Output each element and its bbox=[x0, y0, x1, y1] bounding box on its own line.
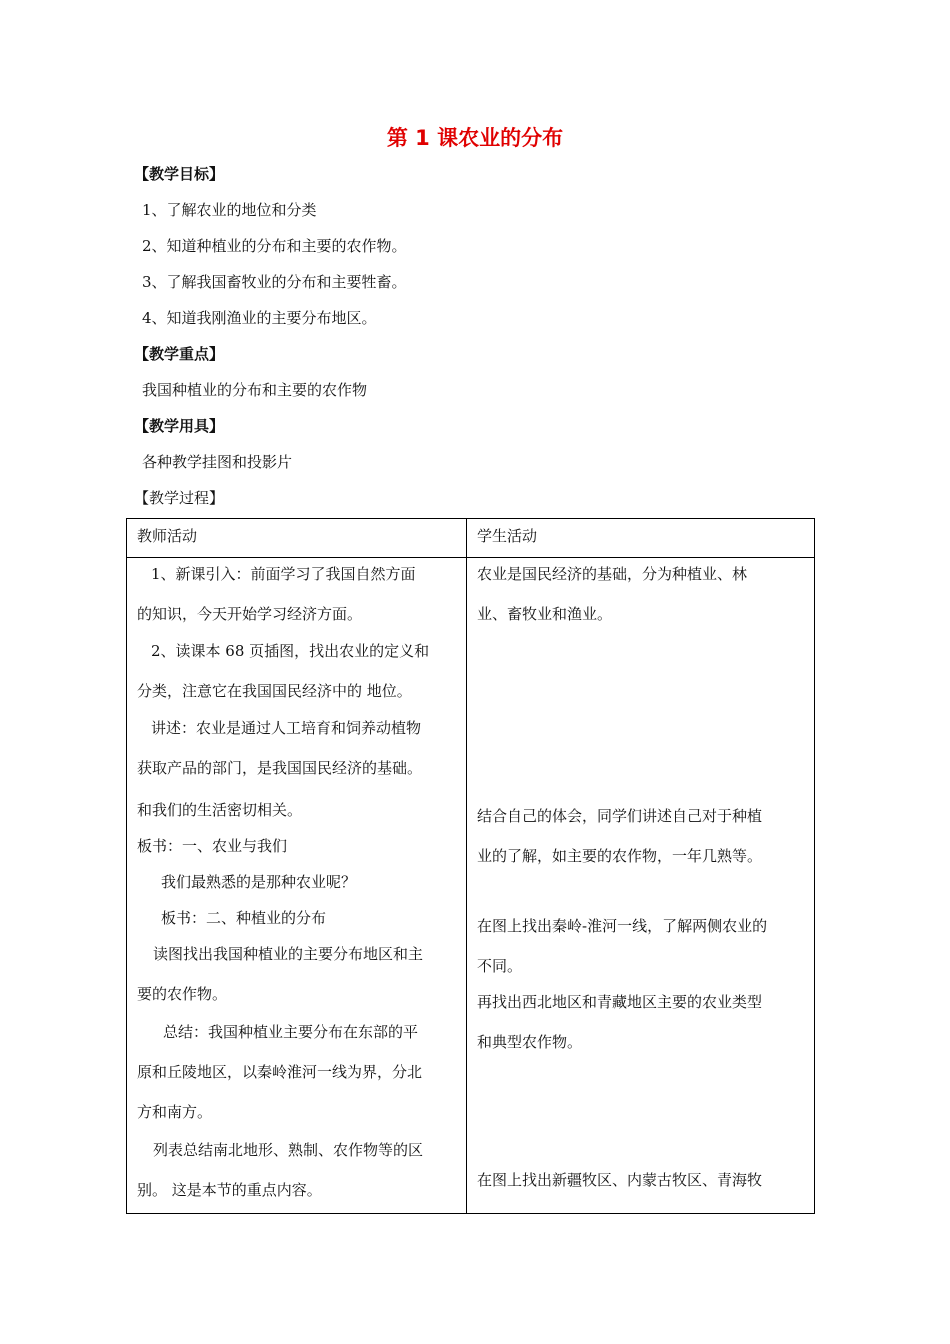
tools-heading: 【教学用具】 bbox=[134, 417, 225, 435]
student-line: 在图上找出秦岭-淮河一线，了解两侧农业的 bbox=[477, 917, 768, 935]
teacher-line: 板书：一、农业与我们 bbox=[137, 837, 288, 855]
process-heading: 【教学过程】 bbox=[134, 489, 225, 507]
student-line: 再找出西北地区和青藏地区主要的农业类型 bbox=[477, 993, 763, 1011]
teacher-line: 总结：我国种植业主要分布在东部的平 bbox=[163, 1023, 419, 1041]
student-line: 农业是国民经济的基础，分为种植业、林 bbox=[477, 565, 748, 583]
goal-item: 2、知道种植业的分布和主要的农作物。 bbox=[142, 237, 407, 255]
teacher-line: 列表总结南北地形、熟制、农作物等的区 bbox=[153, 1141, 424, 1159]
student-column-header: 学生活动 bbox=[477, 527, 538, 545]
student-line: 不同。 bbox=[477, 957, 523, 975]
column-divider bbox=[466, 519, 467, 1213]
teacher-line: 的知识，今天开始学习经济方面。 bbox=[137, 605, 363, 623]
teacher-line: 2、读课本 68 页插图，找出农业的定义和 bbox=[151, 642, 430, 660]
tools-text: 各种教学挂图和投影片 bbox=[142, 453, 293, 471]
student-line: 业、畜牧业和渔业。 bbox=[477, 605, 613, 623]
goal-item: 1、了解农业的地位和分类 bbox=[142, 201, 317, 219]
goals-heading: 【教学目标】 bbox=[134, 165, 225, 183]
process-table bbox=[126, 518, 815, 1214]
teacher-line: 板书：二、种植业的分布 bbox=[161, 909, 327, 927]
teacher-column-header: 教师活动 bbox=[137, 527, 198, 545]
goal-item: 4、知道我刚渔业的主要分布地区。 bbox=[142, 309, 377, 327]
teacher-line: 要的农作物。 bbox=[137, 985, 228, 1003]
focus-heading: 【教学重点】 bbox=[134, 345, 225, 363]
student-line: 在图上找出新疆牧区、内蒙古牧区、青海牧 bbox=[477, 1171, 763, 1189]
student-line: 业的了解，如主要的农作物，一年几熟等。 bbox=[477, 847, 763, 865]
teacher-line: 和我们的生活密切相关。 bbox=[137, 801, 303, 819]
teacher-line: 方和南方。 bbox=[137, 1103, 213, 1121]
teacher-line: 1、新课引入：前面学习了我国自然方面 bbox=[151, 565, 416, 583]
student-line: 结合自己的体会，同学们讲述自己对于种植 bbox=[477, 807, 763, 825]
teacher-line: 原和丘陵地区，以秦岭淮河一线为界，分北 bbox=[137, 1063, 423, 1081]
teacher-line: 我们最熟悉的是那种农业呢？ bbox=[161, 873, 357, 891]
student-line: 和典型农作物。 bbox=[477, 1033, 583, 1051]
teacher-line: 别。 这是本节的重点内容。 bbox=[137, 1181, 322, 1199]
page-title: 第 1 课农业的分布 bbox=[386, 126, 564, 150]
teacher-line: 读图找出我国种植业的主要分布地区和主 bbox=[153, 945, 424, 963]
teacher-line: 获取产品的部门，是我国国民经济的基础。 bbox=[137, 759, 423, 777]
teacher-line: 分类，注意它在我国国民经济中的 地位。 bbox=[137, 682, 412, 700]
focus-text: 我国种植业的分布和主要的农作物 bbox=[142, 381, 368, 399]
goal-item: 3、了解我国畜牧业的分布和主要牲畜。 bbox=[142, 273, 407, 291]
header-divider bbox=[127, 557, 814, 558]
teacher-line: 讲述：农业是通过人工培育和饲养动植物 bbox=[151, 719, 422, 737]
